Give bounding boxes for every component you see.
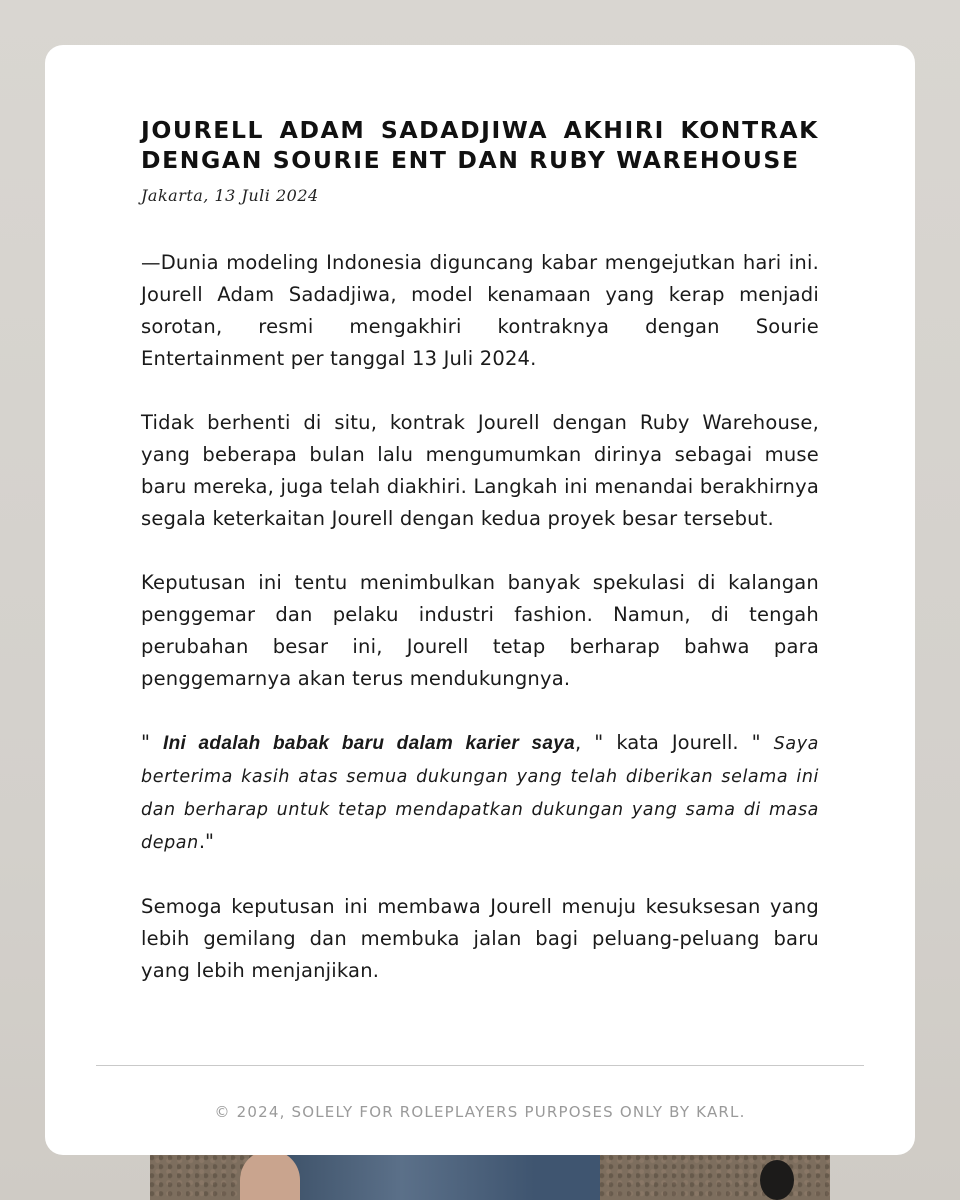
- quote-open: ": [141, 731, 164, 754]
- footer-divider: [96, 1065, 864, 1066]
- quote-close: .": [198, 830, 214, 853]
- article-dateline: Jakarta, 13 Juli 2024: [141, 186, 319, 205]
- quote-continuation: Saya berterima kasih atas semua dukungan yang telah diberikan selama ini dan berharap untuk tetap mendapatkan dukungan yang sama di masa depan: [141, 734, 819, 853]
- quote-attribution: , " kata Jourell. ": [575, 731, 774, 754]
- article-paragraph-2: Tidak berhenti di situ, kontrak Jourell dengan Ruby Warehouse, yang beberapa bulan lalu mengumumkan dirinya sebagai muse baru mereka, juga telah diakhiri. Langkah ini menandai berakhirnya segala keterkaitan Jourell dengan kedua proyek besar tersebut.: [141, 411, 819, 530]
- background-dark-object: [760, 1160, 794, 1200]
- article-quote: [141, 727, 819, 859]
- quote-emphasis: Ini adalah babak baru dalam karier saya: [163, 733, 576, 754]
- article-headline: JOURELL ADAM SADADJIWA AKHIRI KONTRAK DENGAN SOURIE ENT DAN RUBY WAREHOUSE: [141, 116, 819, 174]
- article-paragraph-3: Keputusan ini tentu menimbulkan banyak spekulasi di kalangan penggemar dan pelaku industri fashion. Namun, di tengah perubahan besar ini, Jourell tetap berharap bahwa para penggemarnya akan terus mendukungnya.: [141, 571, 819, 690]
- article-closing-paragraph: Semoga keputusan ini membawa Jourell menuju kesuksesan yang lebih gemilang dan membuka jalan bagi peluang-peluang baru yang lebih menjanjikan.: [141, 895, 819, 982]
- footer-disclaimer: © 2024, SOLELY FOR ROLEPLAYERS PURPOSES ONLY BY KARL.: [214, 1103, 746, 1121]
- article-content: [141, 115, 819, 987]
- article-paragraph-1: —Dunia modeling Indonesia diguncang kabar mengejutkan hari ini. Jourell Adam Sadadjiwa, model kenamaan yang kerap menjadi sorotan, resmi mengakhiri kontraknya dengan Sourie Entertainment per tanggal 13 Juli 2024.: [141, 251, 819, 370]
- article-card: [45, 45, 915, 1155]
